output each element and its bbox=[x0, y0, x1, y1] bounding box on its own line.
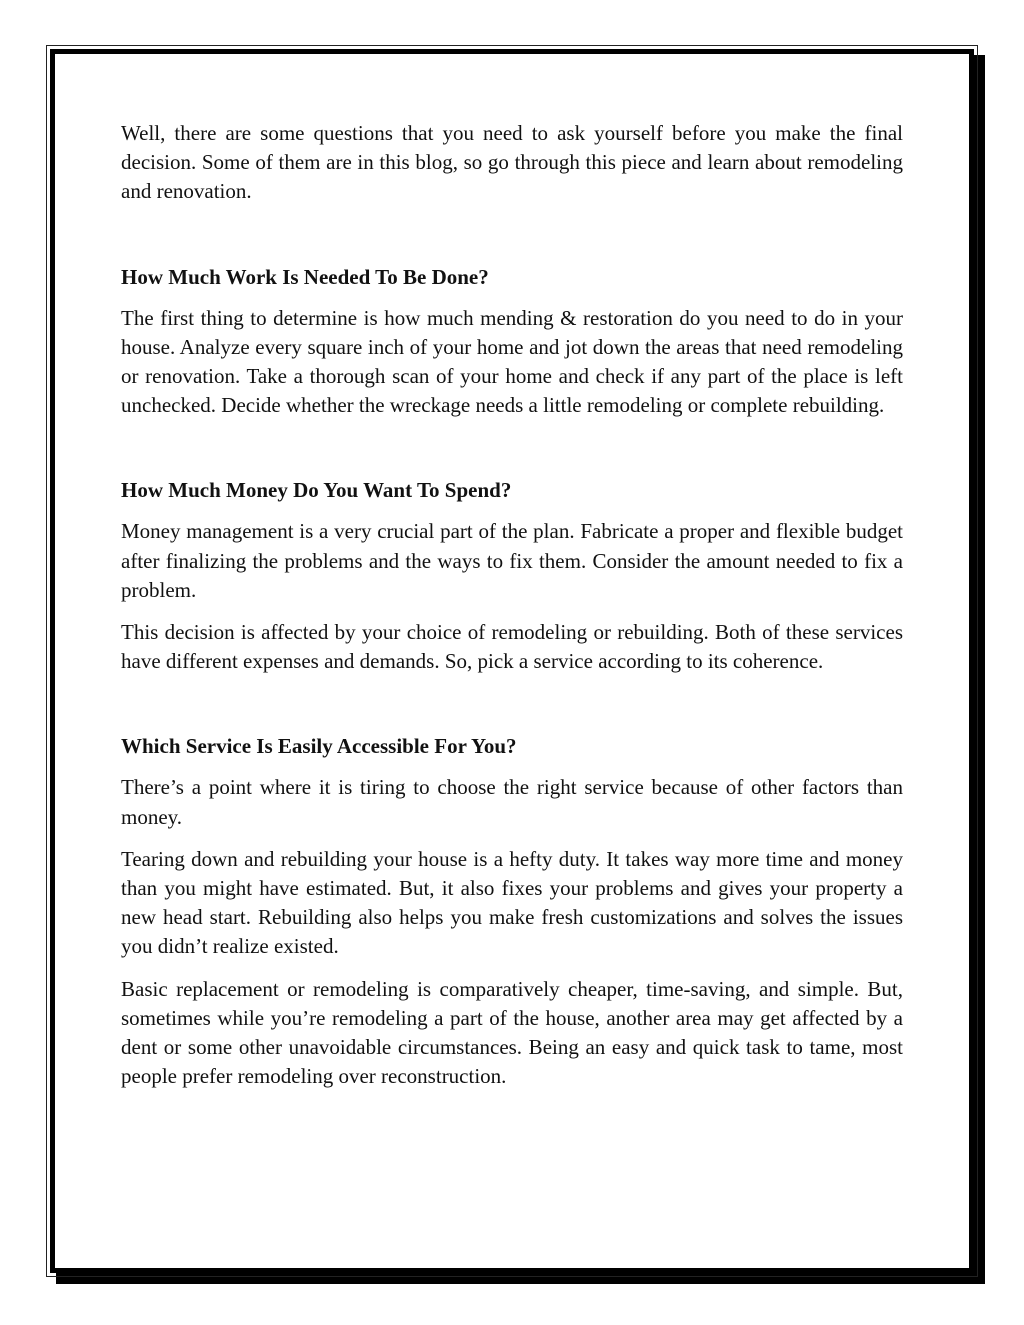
section-paragraph: There’s a point where it is tiring to choose the right service because of other factors than money. bbox=[121, 775, 903, 829]
section-heading-work: How Much Work Is Needed To Be Done? bbox=[121, 264, 489, 289]
section-heading-money: How Much Money Do You Want To Spend? bbox=[121, 478, 512, 503]
section-paragraph: Tearing down and rebuilding your house is a hefty duty. It takes way more time and money than you might have estimated. But, it also fixes your problems and gives your property a new head start. Rebuilding also helps you make fresh customizations and solves the issues you didn’t realize existed. bbox=[121, 846, 903, 959]
intro-paragraph: Well, there are some questions that you need to ask yourself before you make the final decision. Some of them are in this blog, so go through this piece and learn about remodeling and renovation. bbox=[121, 121, 903, 204]
document-body bbox=[121, 119, 903, 1104]
section-paragraph: Money management is a very crucial part of the plan. Fabricate a proper and flexible budget after finalizing the problems and the ways to fix them. Consider the amount needed to fix a problem. bbox=[121, 519, 903, 602]
section-paragraph: Basic replacement or remodeling is comparatively cheaper, time-saving, and simple. But, sometimes while you’re remodeling a part of the house, another area may get affected by a dent or some other unavoidable circumstances. Being an easy and quick task to tame, most people prefer remodeling over reconstruction. bbox=[121, 976, 903, 1089]
section-heading-service: Which Service Is Easily Accessible For You? bbox=[121, 734, 517, 759]
section-paragraph: The first thing to determine is how much mending & restoration do you need to do in your house. Analyze every square inch of your home and jot down the areas that need remodeling or renovation. Take a thorough scan of your home and check if any part of the place is left unchecked. Decide whether the wreckage needs a little remodeling or complete rebuilding. bbox=[121, 305, 903, 418]
section-paragraph: This decision is affected by your choice of remodeling or rebuilding. Both of these services have different expenses and demands. So, pick a service according to its coherence. bbox=[121, 620, 903, 674]
